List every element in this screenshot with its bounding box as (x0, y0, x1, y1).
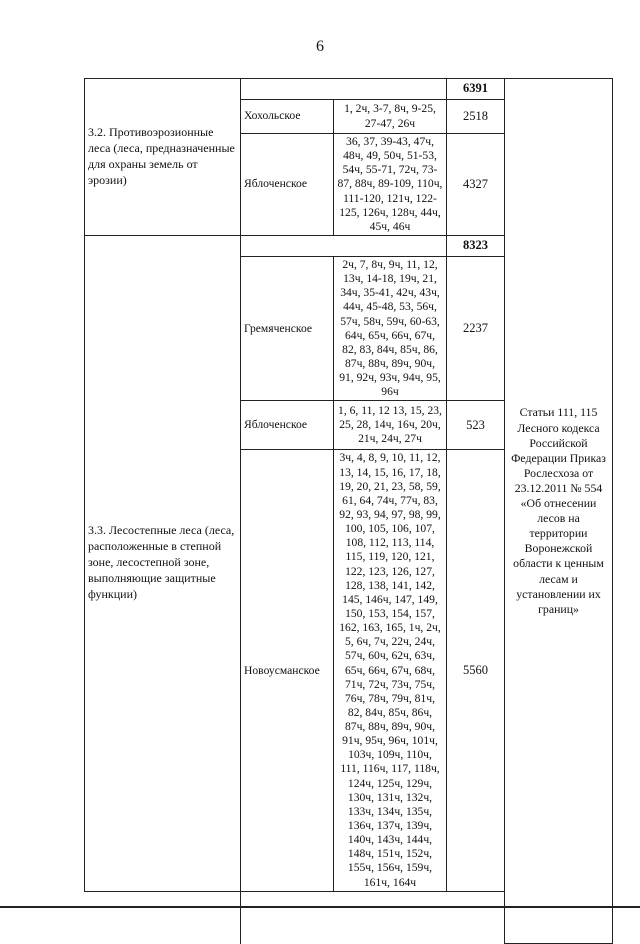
quarters-list: 36, 37, 39-43, 47ч, 48ч, 49, 50ч, 51-53, 54ч, 55-71, 72ч, 73-87, 88ч, 89-109, 110ч, 111-120, 121ч, 122-125, 126ч, 128ч, 44ч, 45ч, 46ч (334, 134, 447, 236)
quarters-list: 1, 6, 11, 12 13, 15, 23, 25, 28, 14ч, 16ч, 20ч, 21ч, 24ч, 27ч (334, 401, 447, 450)
empty-cell (241, 235, 447, 256)
area-value: 4327 (447, 134, 505, 236)
category-cell: 3.3. Лесостепные леса (леса, расположенные в степной зоне, лесостепной зоне, выполняющие защитные функции) (85, 235, 241, 891)
district-name: Новоусманское (241, 450, 334, 891)
district-name: Яблоченское (241, 401, 334, 450)
forest-table (84, 78, 613, 944)
category-cell: 3.2. Противоэрозионные леса (леса, предназначенные для охраны земель от эрозии) (85, 79, 241, 236)
district-name: Гремяченское (241, 256, 334, 400)
empty-cell (241, 891, 505, 944)
district-name: Хохольское (241, 100, 334, 134)
page-number: 6 (316, 38, 324, 55)
area-value: 523 (447, 401, 505, 450)
area-value: 2237 (447, 256, 505, 400)
total-area: 6391 (447, 79, 505, 100)
empty-cell (241, 79, 447, 100)
district-name: Яблоченское (241, 134, 334, 236)
total-area: 8323 (447, 235, 505, 256)
quarters-list: 3ч, 4, 8, 9, 10, 11, 12, 13, 14, 15, 16, 17, 18, 19, 20, 21, 23, 58, 59, 61, 64, 74ч, 77ч, 83, 92, 93, 94, 97, 98, 99, 100, 105, 106, 107, 108, 112, 113, 114, 115, 119, 120, 121, 122, 123, 126, 127, 128, 138, 141, 142, 145, 146ч, 147, 149, 150, 153, 154, 157, 162, 163, 165, 1ч, 2ч, 5, 6ч, 7ч, 22ч, 24ч, 57ч, 60ч, 62ч, 63ч, 65ч, 66ч, 67ч, 68ч, 71ч, 72ч, 73ч, 75ч, 76ч, 78ч, 79ч, 81ч, 82, 84ч, 85ч, 86ч, 87ч, 88ч, 89ч, 90ч, 91ч, 95ч, 96ч, 101ч, 103ч, 109ч, 110ч, 111, 116ч, 117, 118ч, 124ч, 125ч, 129ч, 130ч, 131ч, 132ч, 133ч, 134ч, 135ч, 136ч, 137ч, 139ч, 140ч, 143ч, 144ч, 148ч, 151ч, 152ч, 155ч, 156ч, 159ч, 161ч, 164ч (334, 450, 447, 891)
quarters-list: 1, 2ч, 3-7, 8ч, 9-25, 27-47, 26ч (334, 100, 447, 134)
legal-basis-cell: Статьи 111, 115 Лесного кодекса Российской Федерации Приказ Рослесхоза от 23.12.2011 № 554 «Об отнесении лесов на территории Воронежской области к ценным лесам и установлении их границ» (505, 79, 613, 944)
empty-cell (85, 891, 241, 944)
area-value: 5560 (447, 450, 505, 891)
quarters-list: 2ч, 7, 8ч, 9ч, 11, 12, 13ч, 14-18, 19ч, 21, 34ч, 35-41, 42ч, 43ч, 44ч, 45-48, 53, 56ч, 57ч, 58ч, 59ч, 60-63, 64ч, 65ч, 66ч, 67ч, 82, 83, 84ч, 85ч, 86, 87ч, 88ч, 89ч, 90ч, 91, 92ч, 93ч, 94ч, 95, 96ч (334, 256, 447, 400)
area-value: 2518 (447, 100, 505, 134)
table-row (85, 79, 613, 100)
